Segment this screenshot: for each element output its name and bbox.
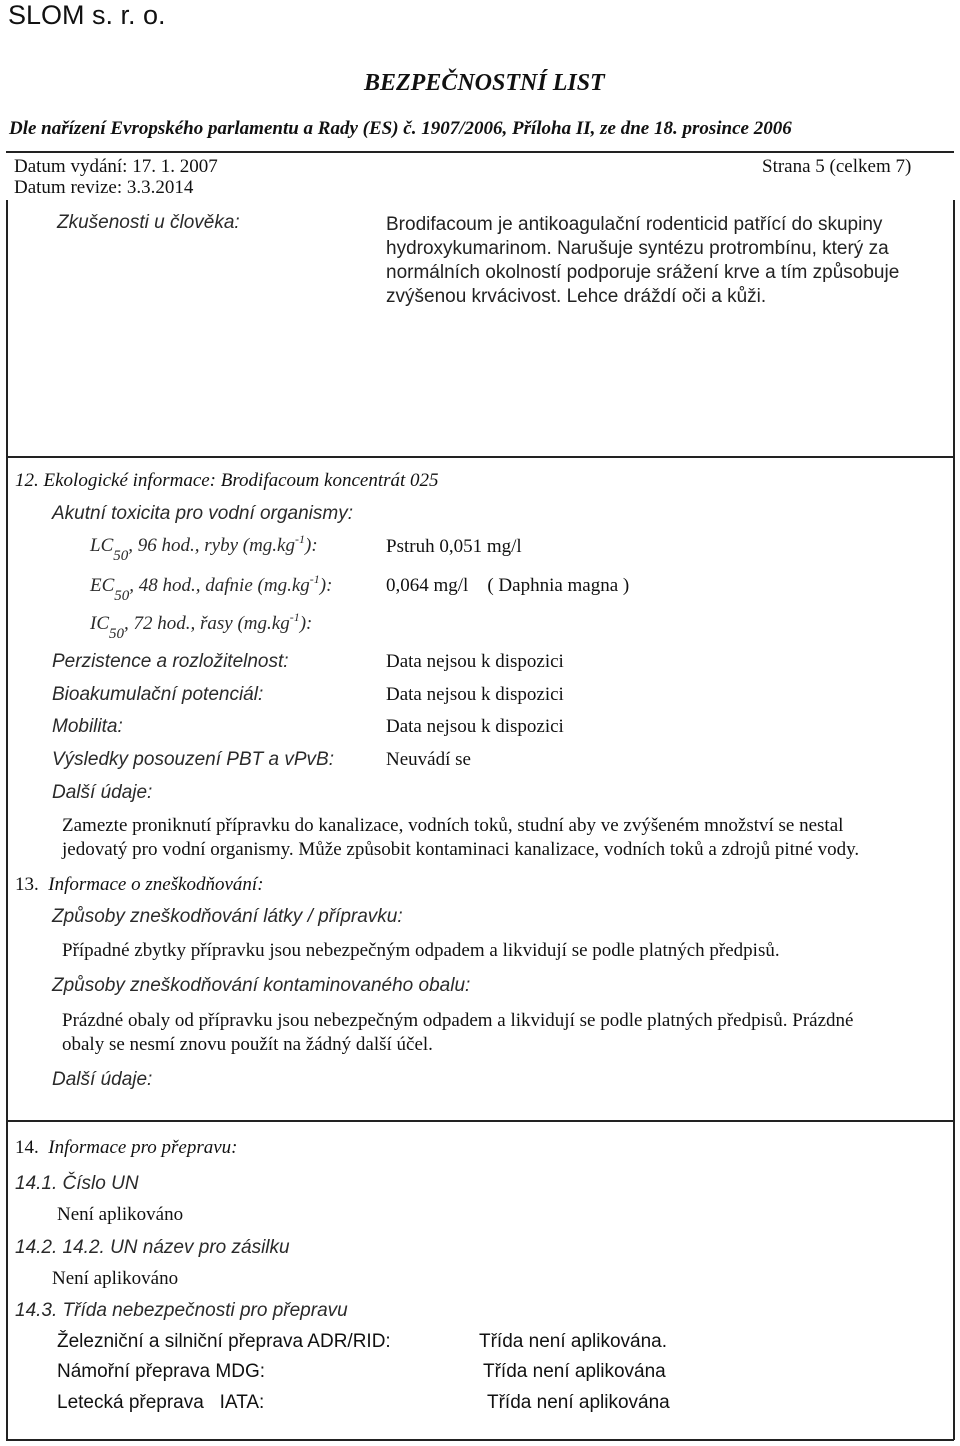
- revision-date: Datum revize: 3.3.2014: [14, 177, 194, 198]
- section-divider-2: [6, 1120, 954, 1122]
- section-12-other-text: [62, 814, 859, 862]
- ic50-label: $IC_{50}$, 72 hod., řasy $(mg.kg^{-1})$:: [90, 610, 313, 642]
- ec50-value: 0,064 mg/l ( Daphnia magna ): [386, 575, 630, 596]
- experience-label: Zkušenosti u člověka:: [57, 212, 240, 233]
- page-info: Strana 5 (celkem 7): [762, 156, 912, 177]
- un-number-label: 14.1. Číslo UN: [15, 1173, 139, 1194]
- document-title: BEZPEČNOSTNÍ LIST: [364, 70, 605, 96]
- hazard-class-label: 14.3. Třída nebezpečnosti pro přepravu: [15, 1300, 348, 1321]
- bottom-border: [6, 1439, 954, 1441]
- acute-toxicity-label: Akutní toxicita pro vodní organismy:: [52, 503, 353, 524]
- transport-rail-road-value: Třída není aplikována.: [479, 1331, 668, 1352]
- bioaccumulation-label: Bioakumulační potenciál:: [52, 684, 264, 705]
- regulation-line: Dle nařízení Evropského parlamentu a Rady (ES) č. 1907/2006, Příloha II, ze dne 18. prosince 2006: [9, 118, 792, 139]
- un-number-value: Není aplikováno: [57, 1204, 184, 1225]
- bioaccumulation-value: Data nejsou k dispozici: [386, 684, 564, 705]
- section-13-other-label: Další údaje:: [52, 1069, 153, 1090]
- un-name-value: Není aplikováno: [52, 1268, 179, 1289]
- section-14-heading: 14. Informace pro přepravu:: [15, 1137, 238, 1158]
- mobility-label: Mobilita:: [52, 716, 123, 737]
- un-name-label: 14.2. 14.2. UN název pro zásilku: [15, 1237, 290, 1258]
- experience-line: hydroxykumarinom. Narušuje syntézu protrombínu, který za: [386, 238, 889, 259]
- pbt-value: Neuvádí se: [386, 749, 471, 770]
- lc50-value: Pstruh 0,051 mg/l: [386, 536, 522, 557]
- other-line: jedovatý pro vodní organismy. Může způsobit kontaminaci kanalizace, vodních toků a zdrojů pitné vody.: [62, 839, 860, 860]
- experience-text: [386, 213, 899, 309]
- packaging-disposal-label: Způsoby zneškodňování kontaminovaného obalu:: [52, 975, 471, 996]
- left-border: [6, 200, 8, 1440]
- persistence-value: Data nejsou k dispozici: [386, 651, 564, 672]
- transport-sea-value: Třída není aplikována: [483, 1361, 666, 1382]
- experience-line: normálních okolností podporuje srážení krve a tím způsobuje: [386, 262, 900, 283]
- section-12-other-label: Další údaje:: [52, 782, 153, 803]
- section-divider-1: [6, 456, 954, 458]
- disposal-method-text: Případné zbytky přípravku jsou nebezpečným odpadem a likvidují se podle platných předpisů.: [62, 940, 780, 961]
- other-line: Zamezte proniknutí přípravku do kanalizace, vodních toků, studní aby ve zvýšeném množství se nestal: [62, 815, 844, 836]
- section-13-heading: 13. Informace o zneškodňování:: [15, 874, 264, 895]
- header-divider: [6, 151, 954, 153]
- transport-rail-road-label: Železniční a silniční přeprava ADR/RID:: [57, 1331, 391, 1352]
- company-name: SLOM s. r. o.: [8, 0, 166, 30]
- ec50-label: $EC_{50}$, 48 hod., dafnie $(mg.kg^{-1})$:: [90, 572, 333, 604]
- packaging-line: Prázdné obaly od přípravku jsou nebezpečným odpadem a likvidují se podle platných předpisů. Prázdné: [62, 1010, 854, 1031]
- mobility-value: Data nejsou k dispozici: [386, 716, 564, 737]
- lc50-label: $LC_{50}$, 96 hod., ryby $(mg.kg^{-1})$:: [90, 532, 318, 564]
- transport-air-label: Letecká přeprava IATA:: [57, 1392, 265, 1413]
- section-12-title: 12. Ekologické informace: Brodifacoum koncentrát 025: [15, 470, 439, 491]
- experience-line: zvýšenou krvácivost. Lehce dráždí oči a kůži.: [386, 286, 767, 307]
- issue-date: Datum vydání: 17. 1. 2007: [14, 156, 218, 177]
- experience-line: Brodifacoum je antikoagulační rodenticid patřící do skupiny: [386, 214, 883, 235]
- persistence-label: Perzistence a rozložitelnost:: [52, 651, 289, 672]
- transport-sea-label: Námořní přeprava MDG:: [57, 1361, 266, 1382]
- transport-air-value: Třída není aplikována: [487, 1392, 670, 1413]
- disposal-method-label: Způsoby zneškodňování látky / přípravku:: [52, 906, 403, 927]
- pbt-label: Výsledky posouzení PBT a vPvB:: [52, 749, 334, 770]
- right-border: [953, 200, 955, 1440]
- packaging-line: obaly se nesmí znovu použít na žádný další účel.: [62, 1034, 433, 1055]
- packaging-disposal-text: [62, 1009, 853, 1057]
